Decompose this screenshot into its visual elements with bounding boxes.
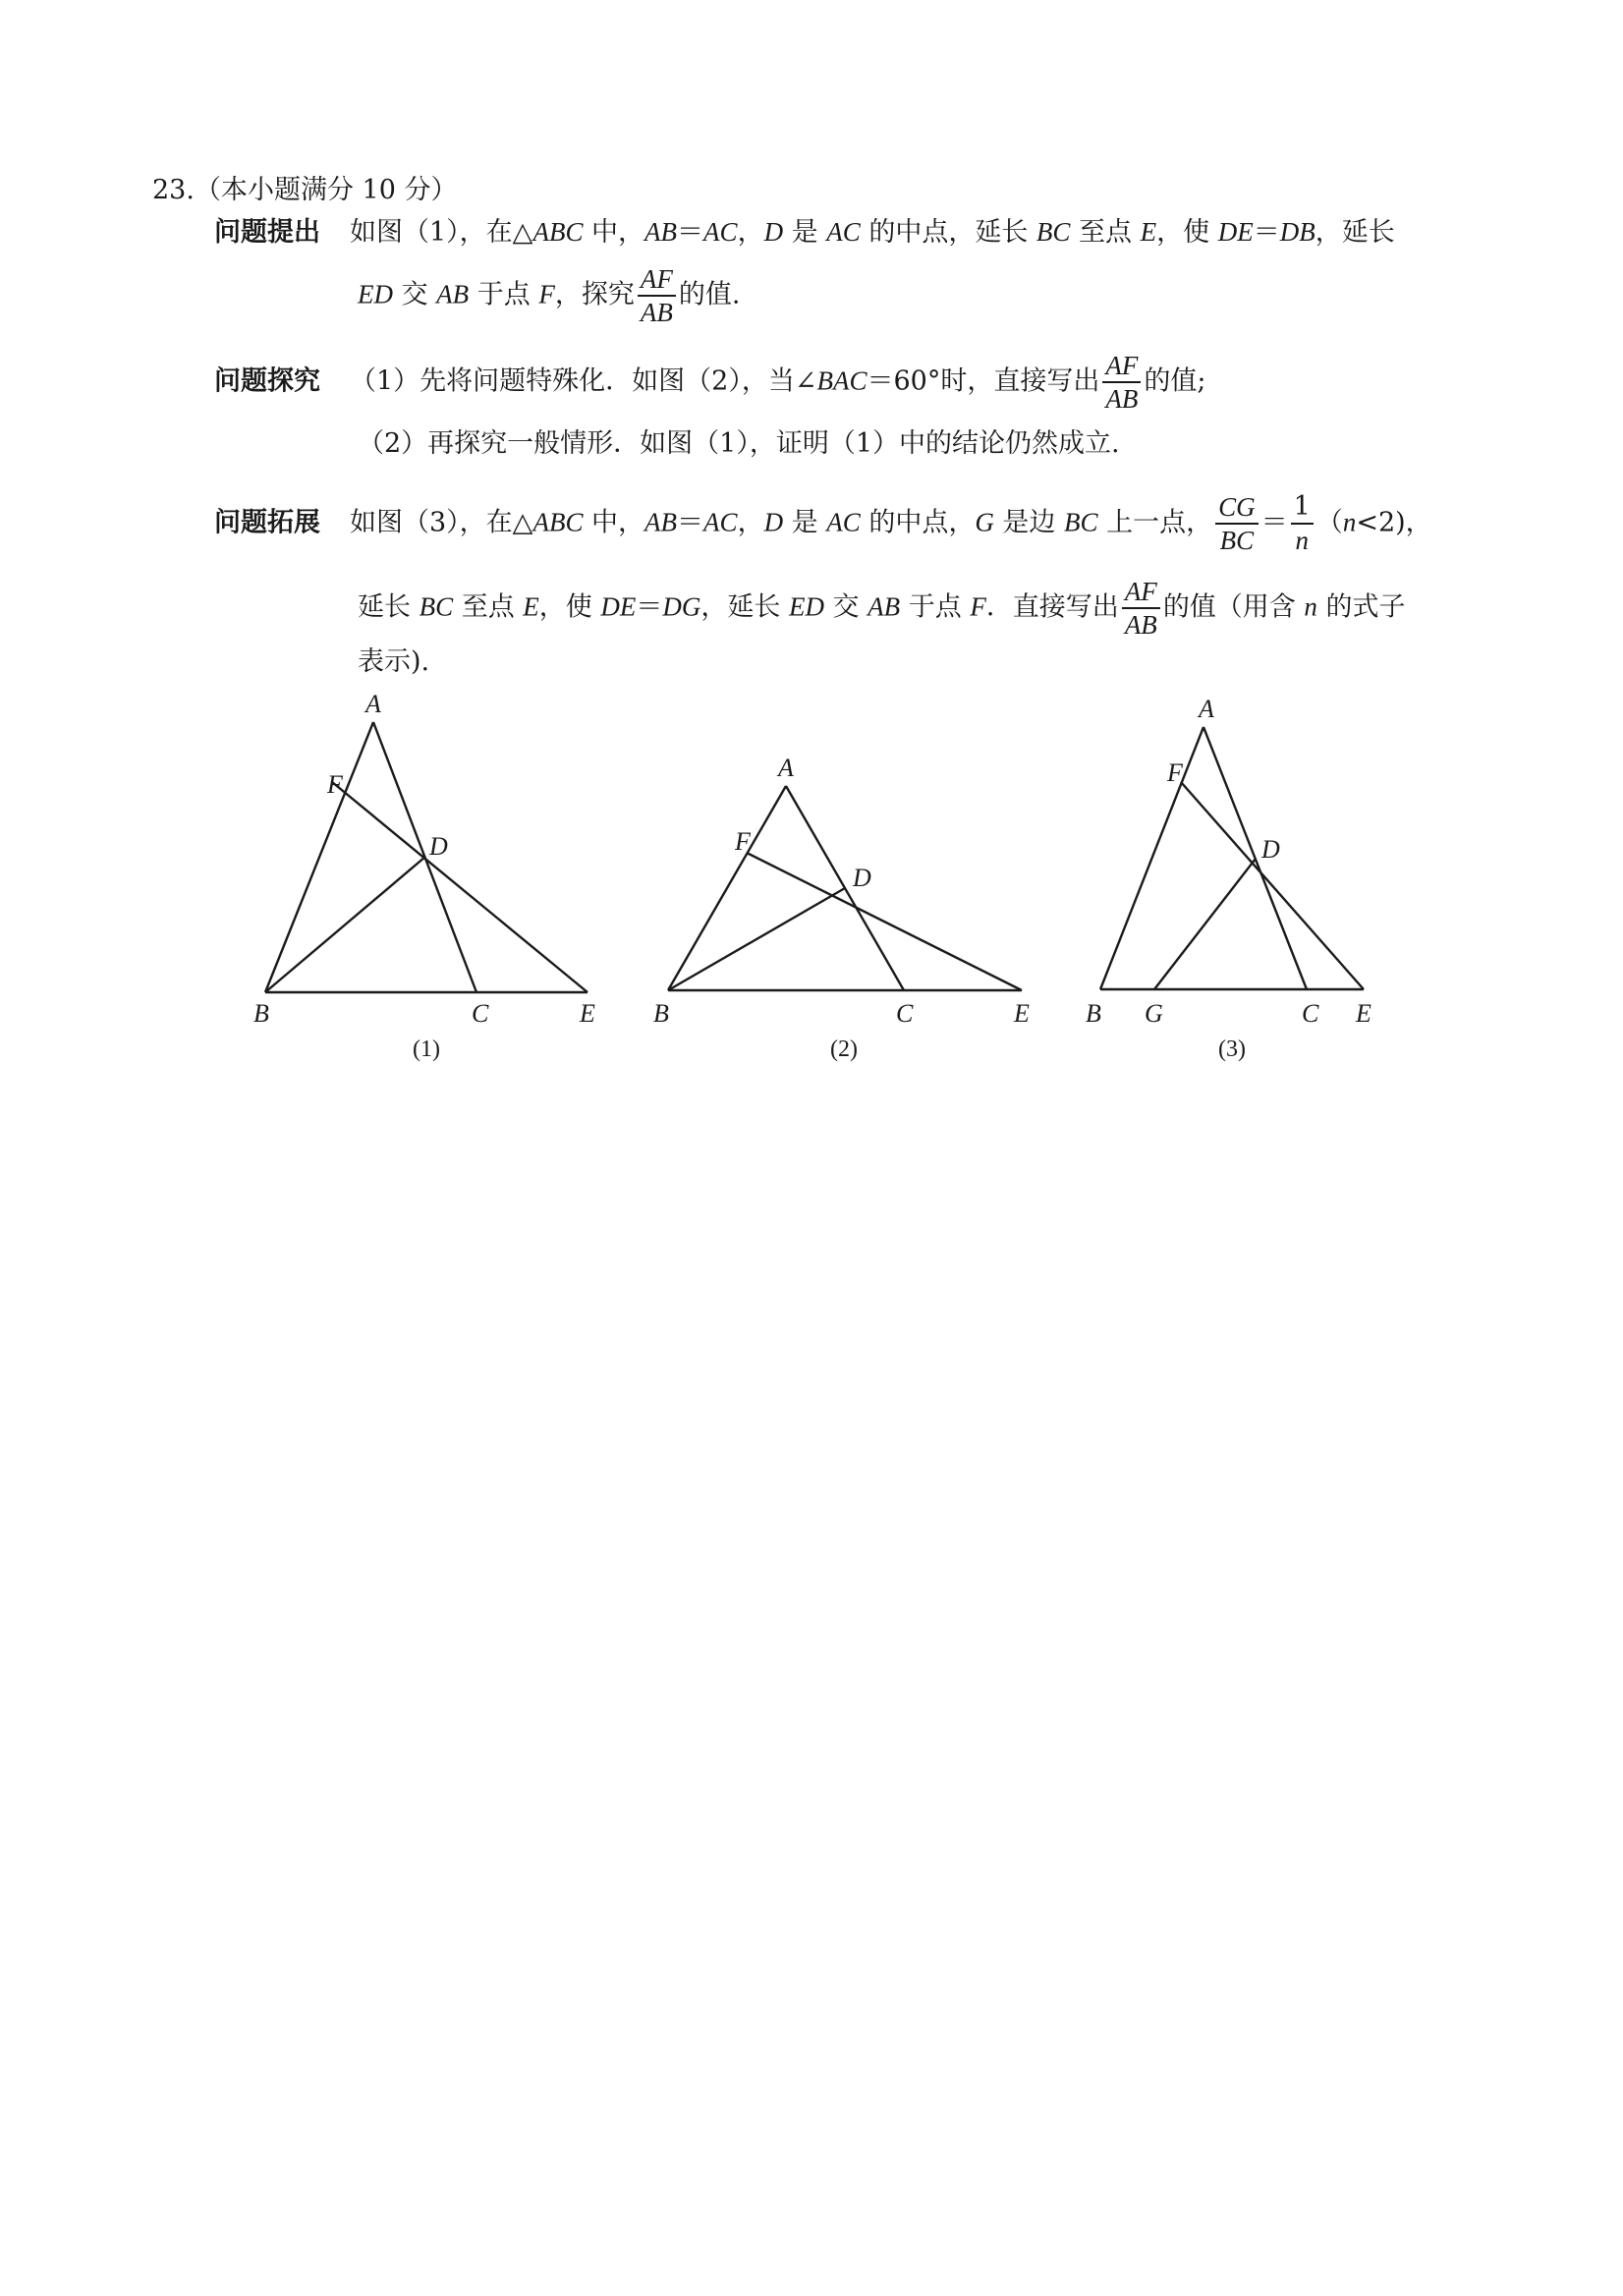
text: 上一点，: [1097, 507, 1213, 538]
text: 的值.: [678, 279, 741, 310]
score-note: （本小题满分 10 分）: [194, 175, 458, 205]
label-D: D: [853, 864, 871, 892]
text: 的式子: [1316, 591, 1406, 623]
text: ，延长: [1315, 217, 1395, 248]
figure-3-lines: [1100, 727, 1364, 989]
text: ＝: [1253, 217, 1280, 248]
label-A: A: [778, 754, 794, 782]
geometry-figures: [0, 0, 1623, 1081]
text: 至点: [453, 591, 524, 623]
text: 于点: [900, 591, 971, 623]
math: F: [538, 279, 555, 309]
math: BC: [1035, 217, 1071, 247]
text: 的中点，延长: [860, 217, 1036, 248]
label-F: F: [327, 770, 343, 799]
label-E: E: [580, 999, 595, 1028]
numerator: 1: [1291, 491, 1314, 525]
numerator: CG: [1215, 491, 1259, 525]
math: E: [523, 591, 539, 622]
label-F: F: [1167, 758, 1183, 787]
text: 的中点，: [860, 507, 976, 538]
numerator: AF: [1122, 576, 1160, 609]
math: DE: [600, 591, 637, 622]
numerator: AF: [638, 263, 676, 297]
text: ，: [737, 217, 764, 248]
text: 的值（用含: [1162, 591, 1305, 623]
extend-heading: 问题拓展: [214, 507, 320, 538]
label-E: E: [1356, 999, 1371, 1028]
label-E: E: [1014, 999, 1030, 1028]
math: ABC: [532, 217, 584, 247]
denominator: BC: [1219, 526, 1255, 555]
label-G: G: [1145, 999, 1163, 1028]
text: （1）先将问题特殊化．如图（2），当∠: [350, 365, 817, 397]
math: ED: [358, 279, 393, 309]
math: n: [1304, 591, 1317, 622]
math: AC: [703, 217, 738, 247]
math: n: [1342, 507, 1357, 537]
text: 于点: [469, 279, 539, 310]
figure-3-caption: (3): [1218, 1036, 1246, 1062]
math: AC: [703, 507, 738, 537]
label-C: C: [1302, 999, 1319, 1028]
label-F: F: [735, 827, 751, 856]
math: AB: [644, 217, 678, 247]
figure-1-caption: (1): [413, 1036, 440, 1062]
math: ED: [788, 591, 824, 622]
text: 如图（1），在△: [350, 217, 533, 248]
math: DG: [662, 591, 701, 622]
text: 延长: [358, 591, 420, 623]
text: 中，: [583, 217, 645, 248]
label-D: D: [1261, 835, 1280, 864]
extend-line-3: 表示).: [358, 646, 430, 677]
text: 中，: [583, 507, 645, 538]
label-D: D: [429, 832, 448, 861]
text: 至点: [1070, 217, 1141, 248]
math: AC: [826, 217, 861, 247]
math: DE: [1217, 217, 1254, 247]
figure-3-labels: [1086, 695, 1371, 1062]
label-C: C: [896, 999, 914, 1028]
text: ，使: [538, 591, 601, 623]
math: DB: [1279, 217, 1315, 247]
figure-2-lines: [668, 786, 1022, 990]
figure-1-lines: [265, 722, 588, 992]
math: BC: [1064, 507, 1098, 537]
text: 如图（3），在△: [350, 507, 533, 538]
label-A: A: [365, 690, 381, 718]
label-A: A: [1199, 695, 1214, 723]
text: 是: [783, 507, 827, 538]
math: E: [1140, 217, 1157, 247]
text: ＝: [1260, 507, 1288, 538]
label-C: C: [472, 999, 489, 1028]
label-B: B: [1086, 999, 1101, 1028]
math: BAC: [816, 365, 867, 396]
label-B: B: [253, 999, 269, 1028]
explore-heading: 问题探究: [214, 365, 320, 397]
text: 交: [393, 279, 437, 310]
text: ，使: [1156, 217, 1218, 248]
label-B: B: [653, 999, 669, 1028]
text: ＝: [636, 591, 663, 623]
text: ＝: [677, 507, 704, 538]
denominator: AB: [640, 298, 673, 327]
math: AB: [867, 591, 901, 622]
text: ．直接写出: [985, 591, 1119, 623]
text: ，延长: [700, 591, 789, 623]
text: 的值;: [1144, 365, 1206, 397]
text: ＝60°时，直接写出: [867, 365, 1100, 397]
math: AB: [644, 507, 678, 537]
figure-2-labels: [653, 754, 1030, 1062]
text: 交: [823, 591, 868, 623]
math: D: [763, 507, 784, 537]
denominator: AB: [1124, 610, 1157, 640]
math: G: [975, 507, 994, 537]
text: ，: [737, 507, 764, 538]
denominator: AB: [1105, 384, 1139, 414]
math: F: [970, 591, 986, 622]
explore-line-2: （2）再探究一般情形．如图（1），证明（1）中的结论仍然成立.: [358, 428, 1120, 459]
text: ＝: [677, 217, 704, 248]
figure-2-caption: (2): [830, 1036, 858, 1062]
text: 是边: [993, 507, 1065, 538]
numerator: AF: [1102, 350, 1141, 383]
denominator: n: [1295, 526, 1309, 555]
math: AC: [826, 507, 861, 537]
math: AB: [436, 279, 470, 309]
math: BC: [419, 591, 454, 622]
figure-1-labels: [253, 690, 595, 1062]
text: 是: [783, 217, 827, 248]
text: ，探究: [554, 279, 635, 310]
text: （: [1315, 507, 1343, 538]
problem-number: 23.: [152, 175, 195, 205]
raise-heading: 问题提出: [214, 217, 320, 248]
text: <2)，: [1356, 507, 1432, 538]
math: ABC: [532, 507, 584, 537]
math: D: [763, 217, 784, 247]
